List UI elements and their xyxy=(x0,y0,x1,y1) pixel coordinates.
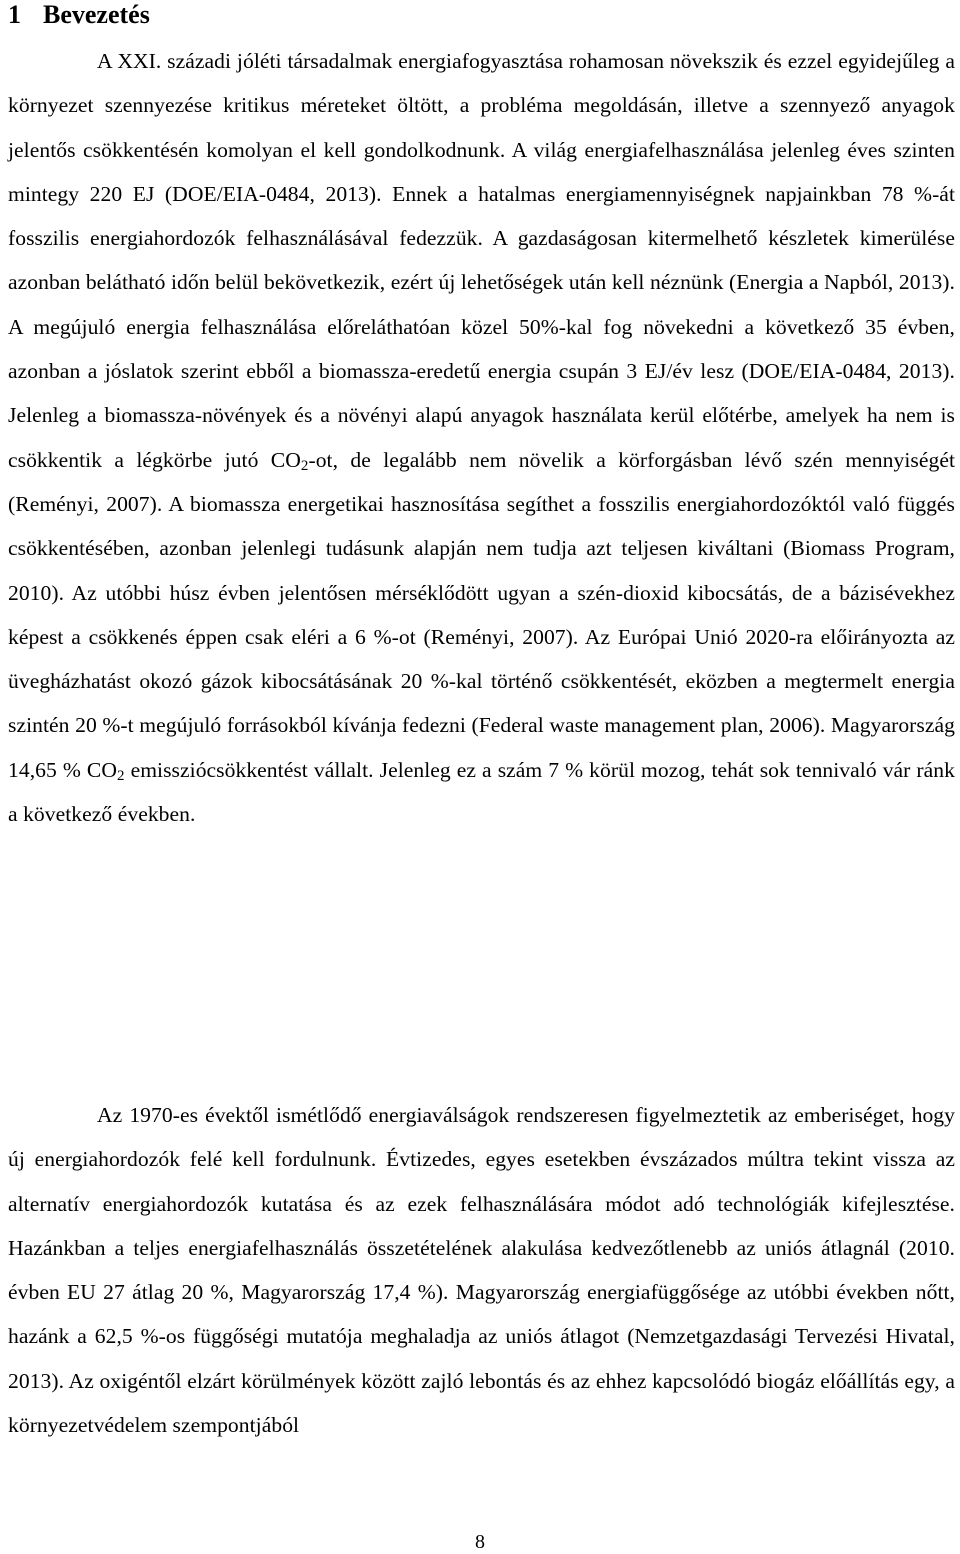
section-title: Bevezetés xyxy=(43,0,150,29)
section-number: 1 xyxy=(8,0,21,29)
paragraph-intro-text-1: A XXI. századi jóléti társadalmak energiafogyasztása rohamosan növekszik és ezzel egyidejűleg a környezet szennyezése kritikus méreteket öltött, a probléma megoldásán, illetve a szennyező anyagok jelentős csökkentésén komolyan el kell gondolkodnunk. A világ energiafelhasználása jelenleg éves szinten mintegy 220 EJ (DOE/EIA-0484, 2013). Ennek a hatalmas energiamennyiségnek napjainkban 78 %-át fosszilis energiahordozók felhasználásával fedezzük. A gazdaságosan kitermelhető készletek kimerülése azonban belátható időn belül bekövetkezik, ezért új lehetőségek után kell néznünk (Energia a Napból, 2013). A megújuló energia felhasználása előreláthatóan közel 50%-kal fog növekedni a következő 35 évben, azonban a jóslatok szerint ebből a biomassza-eredetű energia csupán 3 EJ/év lesz (DOE/EIA-0484, 2013). Jelenleg a biomassza-növények és a növényi alapú anyagok használata kerül előtérbe, amelyek ha nem is csökkentik a légkörbe jutó CO xyxy=(8,49,955,472)
section-heading xyxy=(8,0,150,30)
co2-subscript-1: 2 xyxy=(300,457,309,474)
page-number: 8 xyxy=(475,1531,485,1553)
paragraph-intro xyxy=(8,39,955,836)
paragraph-energy-crisis: Az 1970-es évektől ismétlődő energiaválságok rendszeresen figyelmeztetik az emberiséget, hogy új energiahordozók felé kell fordulnunk. Évtizedes, egyes esetekben évszázados múltra tekint vissza az alternatív energiahordozók kutatása és az ezek felhasználására módot adó technológiák kifejlesztése. Hazánkban a teljes energiafelhasználás összetételének alakulása kedvezőtlenebb az uniós átlagnál (2010. évben EU 27 átlag 20 %, Magyarország 17,4 %). Magyarország energiafüggősége az utóbbi években nőtt, hazánk a 62,5 %-os függőségi mutatója meghaladja az uniós átlagot (Nemzetgazdasági Tervezési Hivatal, 2013). Az oxigéntől elzárt körülmények között zajló lebontás és az ehhez kapcsolódó biogáz előállítás egy, a környezetvédelem szempontjából xyxy=(8,1103,955,1438)
paragraph-intro-text-2: -ot, de legalább nem növelik a körforgásban lévő szén mennyiségét (Reményi, 2007). A biomassza energetikai hasznosítása segíthet a fosszilis energiahordozóktól való függés csökkentésében, azonban jelenlegi tudásunk alapján nem tudja azt teljesen kiváltani (Biomass Program, 2010). Az utóbbi húsz évben jelentősen mérséklődött ugyan a szén-dioxid kibocsátás, de a bázisévekhez képest a csökkenés éppen csak eléri a 6 %-ot (Reményi, 2007). Az Európai Unió 2020-ra előirányozta az üvegházhatást okozó gázok kibocsátásának 20 %-kal történő csökkentését, eközben a megtermelt energia szintén 20 %-t megújuló forrásokból kívánja fedezni (Federal waste management plan, 2006). Magyarország 14,65 % CO xyxy=(8,447,956,782)
paragraph-intro-text-3: emissziócsökkentést vállalt. Jelenleg ez a szám 7 % körül mozog, tehát sok tennivaló vár ránk a következő években. xyxy=(8,757,956,827)
co2-subscript-2: 2 xyxy=(117,767,125,784)
